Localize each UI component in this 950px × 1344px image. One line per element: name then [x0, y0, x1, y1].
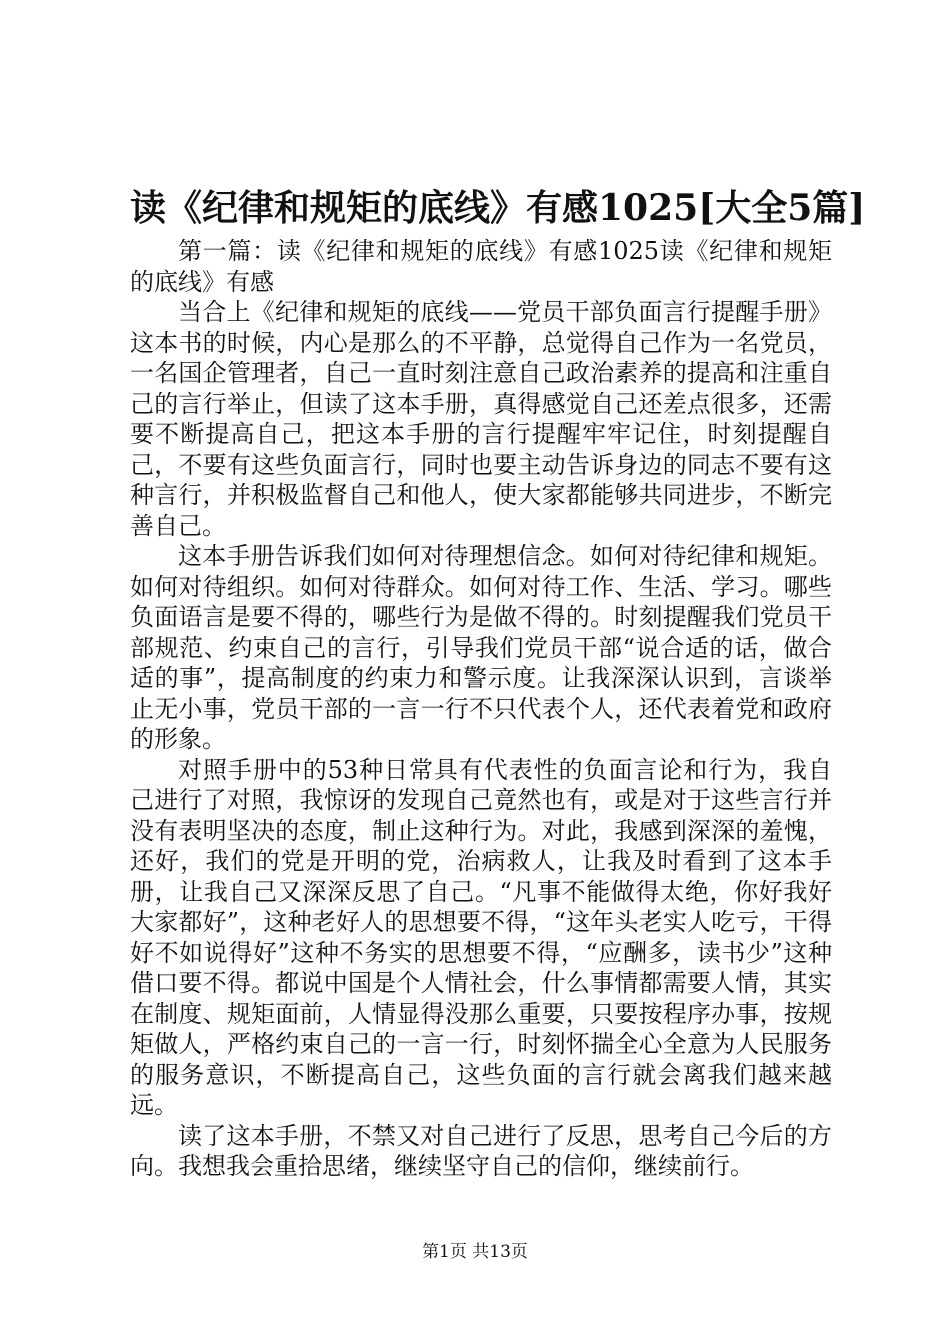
- paragraph: 第一篇：读《纪律和规矩的底线》有感1025读《纪律和规矩的底线》有感: [130, 237, 832, 296]
- paragraph: 当合上《纪律和规矩的底线——党员干部负面言行提醒手册》这本书的时候，内心是那么的不平静，总觉得自己作为一名党员，一名国企管理者，自己一直时刻注意自己政治素养的提高和注重自己的言行举止，但读了这本手册，真得感觉自己还差点很多，还需要不断提高自己，把这本手册的言行提醒牢牢记住，时刻提醒自己，不要有这些负面言行，同时也要主动告诉身边的同志不要有这种言行，并积极监督自己和他人，使大家都能够共同进步，不断完善自己。: [130, 298, 832, 540]
- paragraph: 对照手册中的53种日常具有代表性的负面言论和行为，我自己进行了对照，我惊讶的发现自己竟然也有，或是对于这些言行并没有表明坚决的态度，制止这种行为。对此，我感到深深的羞愧，还好，我们的党是开明的党，治病救人，让我及时看到了这本手册，让我自己又深深反思了自己。“凡事不能做得太绝，你好我好大家都好”，这种老好人的思想要不得，“这年头老实人吃亏，干得好不如说得好”这种不务实的思想要不得，“应酬多，读书少”这种借口要不得。都说中国是个人情社会，什么事情都需要人情，其实在制度、规矩面前，人情显得没那么重要，只要按程序办事，按规矩做人，严格约束自己的一言一行，时刻怀揣全心全意为人民服务的服务意识，不断提高自己，这些负面的言行就会离我们越来越远。: [130, 755, 832, 1119]
- paragraph: 读了这本手册，不禁又对自己进行了反思，思考自己今后的方向。我想我会重拾思绪，继续坚守自己的信仰，继续前行。: [130, 1121, 832, 1180]
- document-body: [130, 236, 832, 1182]
- document-title: 读《纪律和规矩的底线》有感1025[大全5篇]: [130, 187, 866, 229]
- page-number-footer: 第1页 共13页: [422, 1242, 528, 1262]
- paragraph: 这本手册告诉我们如何对待理想信念。如何对待纪律和规矩。如何对待组织。如何对待群众。如何对待工作、生活、学习。哪些负面语言是要不得的，哪些行为是做不得的。时刻提醒我们党员干部规范、约束自己的言行，引导我们党员干部“说合适的话，做合适的事”，提高制度的约束力和警示度。让我深深认识到，言谈举止无小事，党员干部的一言一行不只代表个人，还代表着党和政府的形象。: [130, 542, 832, 753]
